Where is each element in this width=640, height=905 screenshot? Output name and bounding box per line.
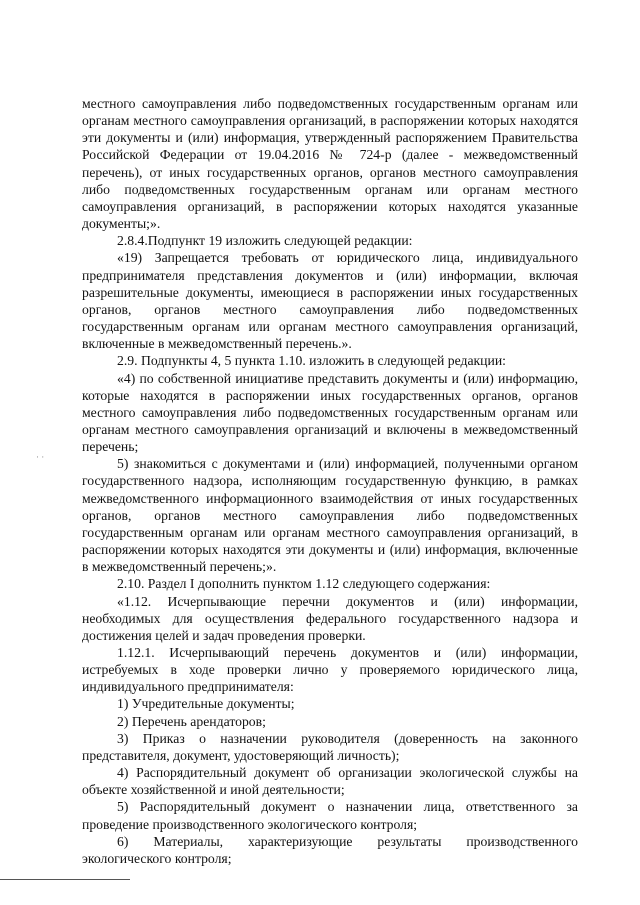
paragraph-14: 5) Распорядительный документ о назначении лица, ответственного за проведение производственного экологического контроля; xyxy=(82,799,578,832)
paragraph-5: «4) по собственной инициативе представить документы и (или) информацию, которые находятся в распоряжении иных государственных органов, органов местного самоуправления либо подведомственных государственным органам или органам местного самоуправления организаций и включены в межведомственный перечень; xyxy=(82,370,578,455)
footer-divider xyxy=(0,879,130,880)
paragraph-3: «19) Запрещается требовать от юридического лица, индивидуального предпринимателя представления документов и (или) информации, включая разрешительные документы, имеющиеся в распоряжении иных государственных органов, органов местного самоуправления либо подведомственных государственным органам или органам местного самоуправления организаций, включенные в межведомственный перечень.». xyxy=(82,250,578,352)
paragraph-13: 4) Распорядительный документ об организации экологической службы на объекте хозяйственной и иной деятельности; xyxy=(82,765,578,798)
paragraph-10: 1) Учредительные документы; xyxy=(117,696,295,712)
paragraph-4: 2.9. Подпункты 4, 5 пункта 1.10. изложить в следующей редакции: xyxy=(117,353,506,369)
scan-margin-mark: · · xyxy=(36,452,45,462)
paragraph-8: «1.12. Исчерпывающие перечни документов и (или) информации, необходимых для осуществления федерального государственного надзора и достижения целей и задач проведения проверки. xyxy=(82,593,578,643)
paragraph-11: 2) Перечень арендаторов; xyxy=(117,713,266,729)
paragraph-6: 5) знакомиться с документами и (или) информацией, полученными органом государственного надзора, исполняющим государственную функцию, в рамках межведомственного информационного взаимодействия от иных государственных органов, органов местного самоуправления либо подведомственных государственным органам или органам местного самоуправления организаций, в распоряжении которых находятся эти документы и (или) информация, включенные в межведомственный перечень;». xyxy=(82,456,578,575)
document-page xyxy=(82,95,578,867)
paragraph-1: местного самоуправления либо подведомственных государственным органам или органам местного самоуправления организаций, в распоряжении которых находятся эти документы и (или) информация, утвержденный распоряжением Правительства Российской Федерации от 19.04.2016 № 724-р (далее - межведомственный перечень), от иных государственных органов, органов местного самоуправления либо подведомственных государственным органам или органам местного самоуправления организаций, в распоряжении которых находятся указанные документы;». xyxy=(82,96,578,232)
paragraph-7: 2.10. Раздел I дополнить пунктом 1.12 следующего содержания: xyxy=(117,576,491,592)
paragraph-9: 1.12.1. Исчерпывающий перечень документов и (или) информации, истребуемых в ходе проверки лично у проверяемого юридического лица, индивидуального предпринимателя: xyxy=(82,645,578,695)
paragraph-15: 6) Материалы, характеризующие результаты производственного экологического контроля; xyxy=(82,833,578,866)
paragraph-2: 2.8.4.Подпункт 19 изложить следующей редакции: xyxy=(117,233,413,249)
paragraph-12: 3) Приказ о назначении руководителя (доверенность на законного представителя, документ, удостоверяющий личность); xyxy=(82,730,578,763)
